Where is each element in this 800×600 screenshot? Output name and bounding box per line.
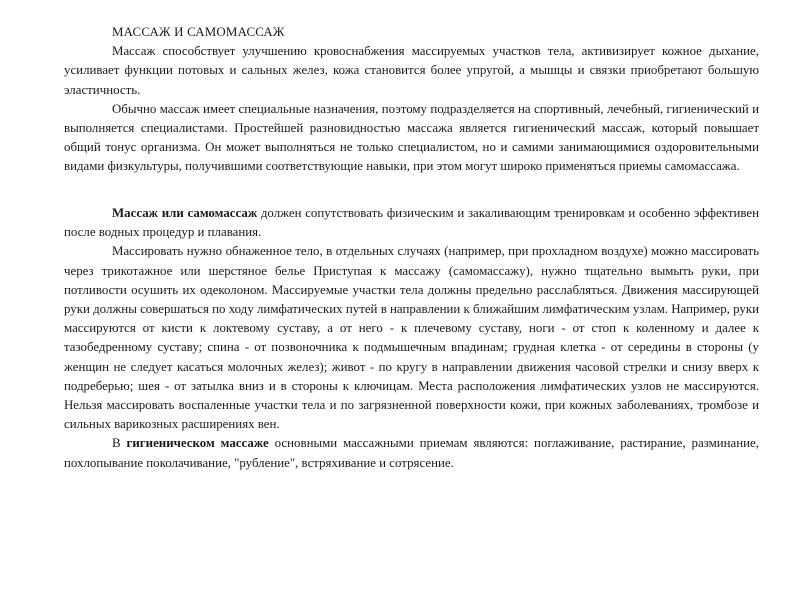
paragraph-hygienic-text: основными массажными приемам являются: поглаживание, растирание, разминание, похлопывание поколачивание, "рубление", встряхивание и сотрясение. — [64, 436, 759, 470]
section-massage-intro — [64, 23, 759, 177]
paragraph-when — [64, 204, 759, 242]
bold-term-hygienic-massage: гигиеническом массаже — [126, 436, 269, 451]
paragraph-when-text: должен сопутствовать физическим и закаливающим тренировкам и особенно эффективен после водных процедур и плавания. — [64, 206, 759, 240]
paragraph-types: Обычно массаж имеет специальные назначения, поэтому подразделяется на спортивный, лечебный, гигиенический и выполняется специалистами. Простейшей разновидностью массажа является гигиенический массаж, который повышает общий тонус организма. Он может выполняться не только специалистом, но и самими занимающимися оздоровительными видами физкультуры, получившими соответствующие навыки, при этом могут широко применяться приемы самомассажа. — [64, 101, 759, 174]
bold-term-self-massage: Массаж или самомассаж — [112, 206, 258, 220]
section-massage-rules — [64, 204, 759, 473]
paragraph-technique: Массировать нужно обнаженное тело, в отдельных случаях (например, при прохладном воздухе) можно массировать через трикотажное или шерстяное белье Приступая к массажу (самомассажу), нужно тщательно вымыть руки, при потливости осушить их одеколоном. Массируемые участки тела должны предельно расслабляться. Движения массирующей руки должны совершаться по ходу лимфатических путей в направлении к ближайшим лимфатическим узлам. Например, руки массируются от кисти к локтевому суставу, а от него - к плечевому суставу, ноги - от стоп к коленному и далее к тазобедренному суставу; спина - от позвоночника к подмышечным впадинам; грудная клетка - от середины в стороны (у женщин не следует касаться молочных желез); живот - по кругу в направлении движения часовой стрелки и снизу вверх к подреберью; шея - от затылка вниз и в стороны к ключицам. Места расположения лимфатических узлов не массируются. Нельзя массировать воспаленные участки тела и по загрязненной поверхности кожи, при кожных заболеваниях, тромбозе и сильных варикозных расширениях вен. — [64, 244, 759, 432]
paragraph-hygienic-prefix: В — [112, 436, 127, 451]
section-heading: МАССАЖ И САМОМАССАЖ — [112, 25, 285, 39]
paragraph-hygienic — [64, 434, 759, 472]
paragraph-benefits: Массаж способствует улучшению кровоснабжения массируемых участков тела, активизирует кожное дыхание, усиливает функции потовых и сальных желез, кожа становится более упругой, а мышцы и связки приобретают большую эластичность. — [64, 44, 759, 97]
